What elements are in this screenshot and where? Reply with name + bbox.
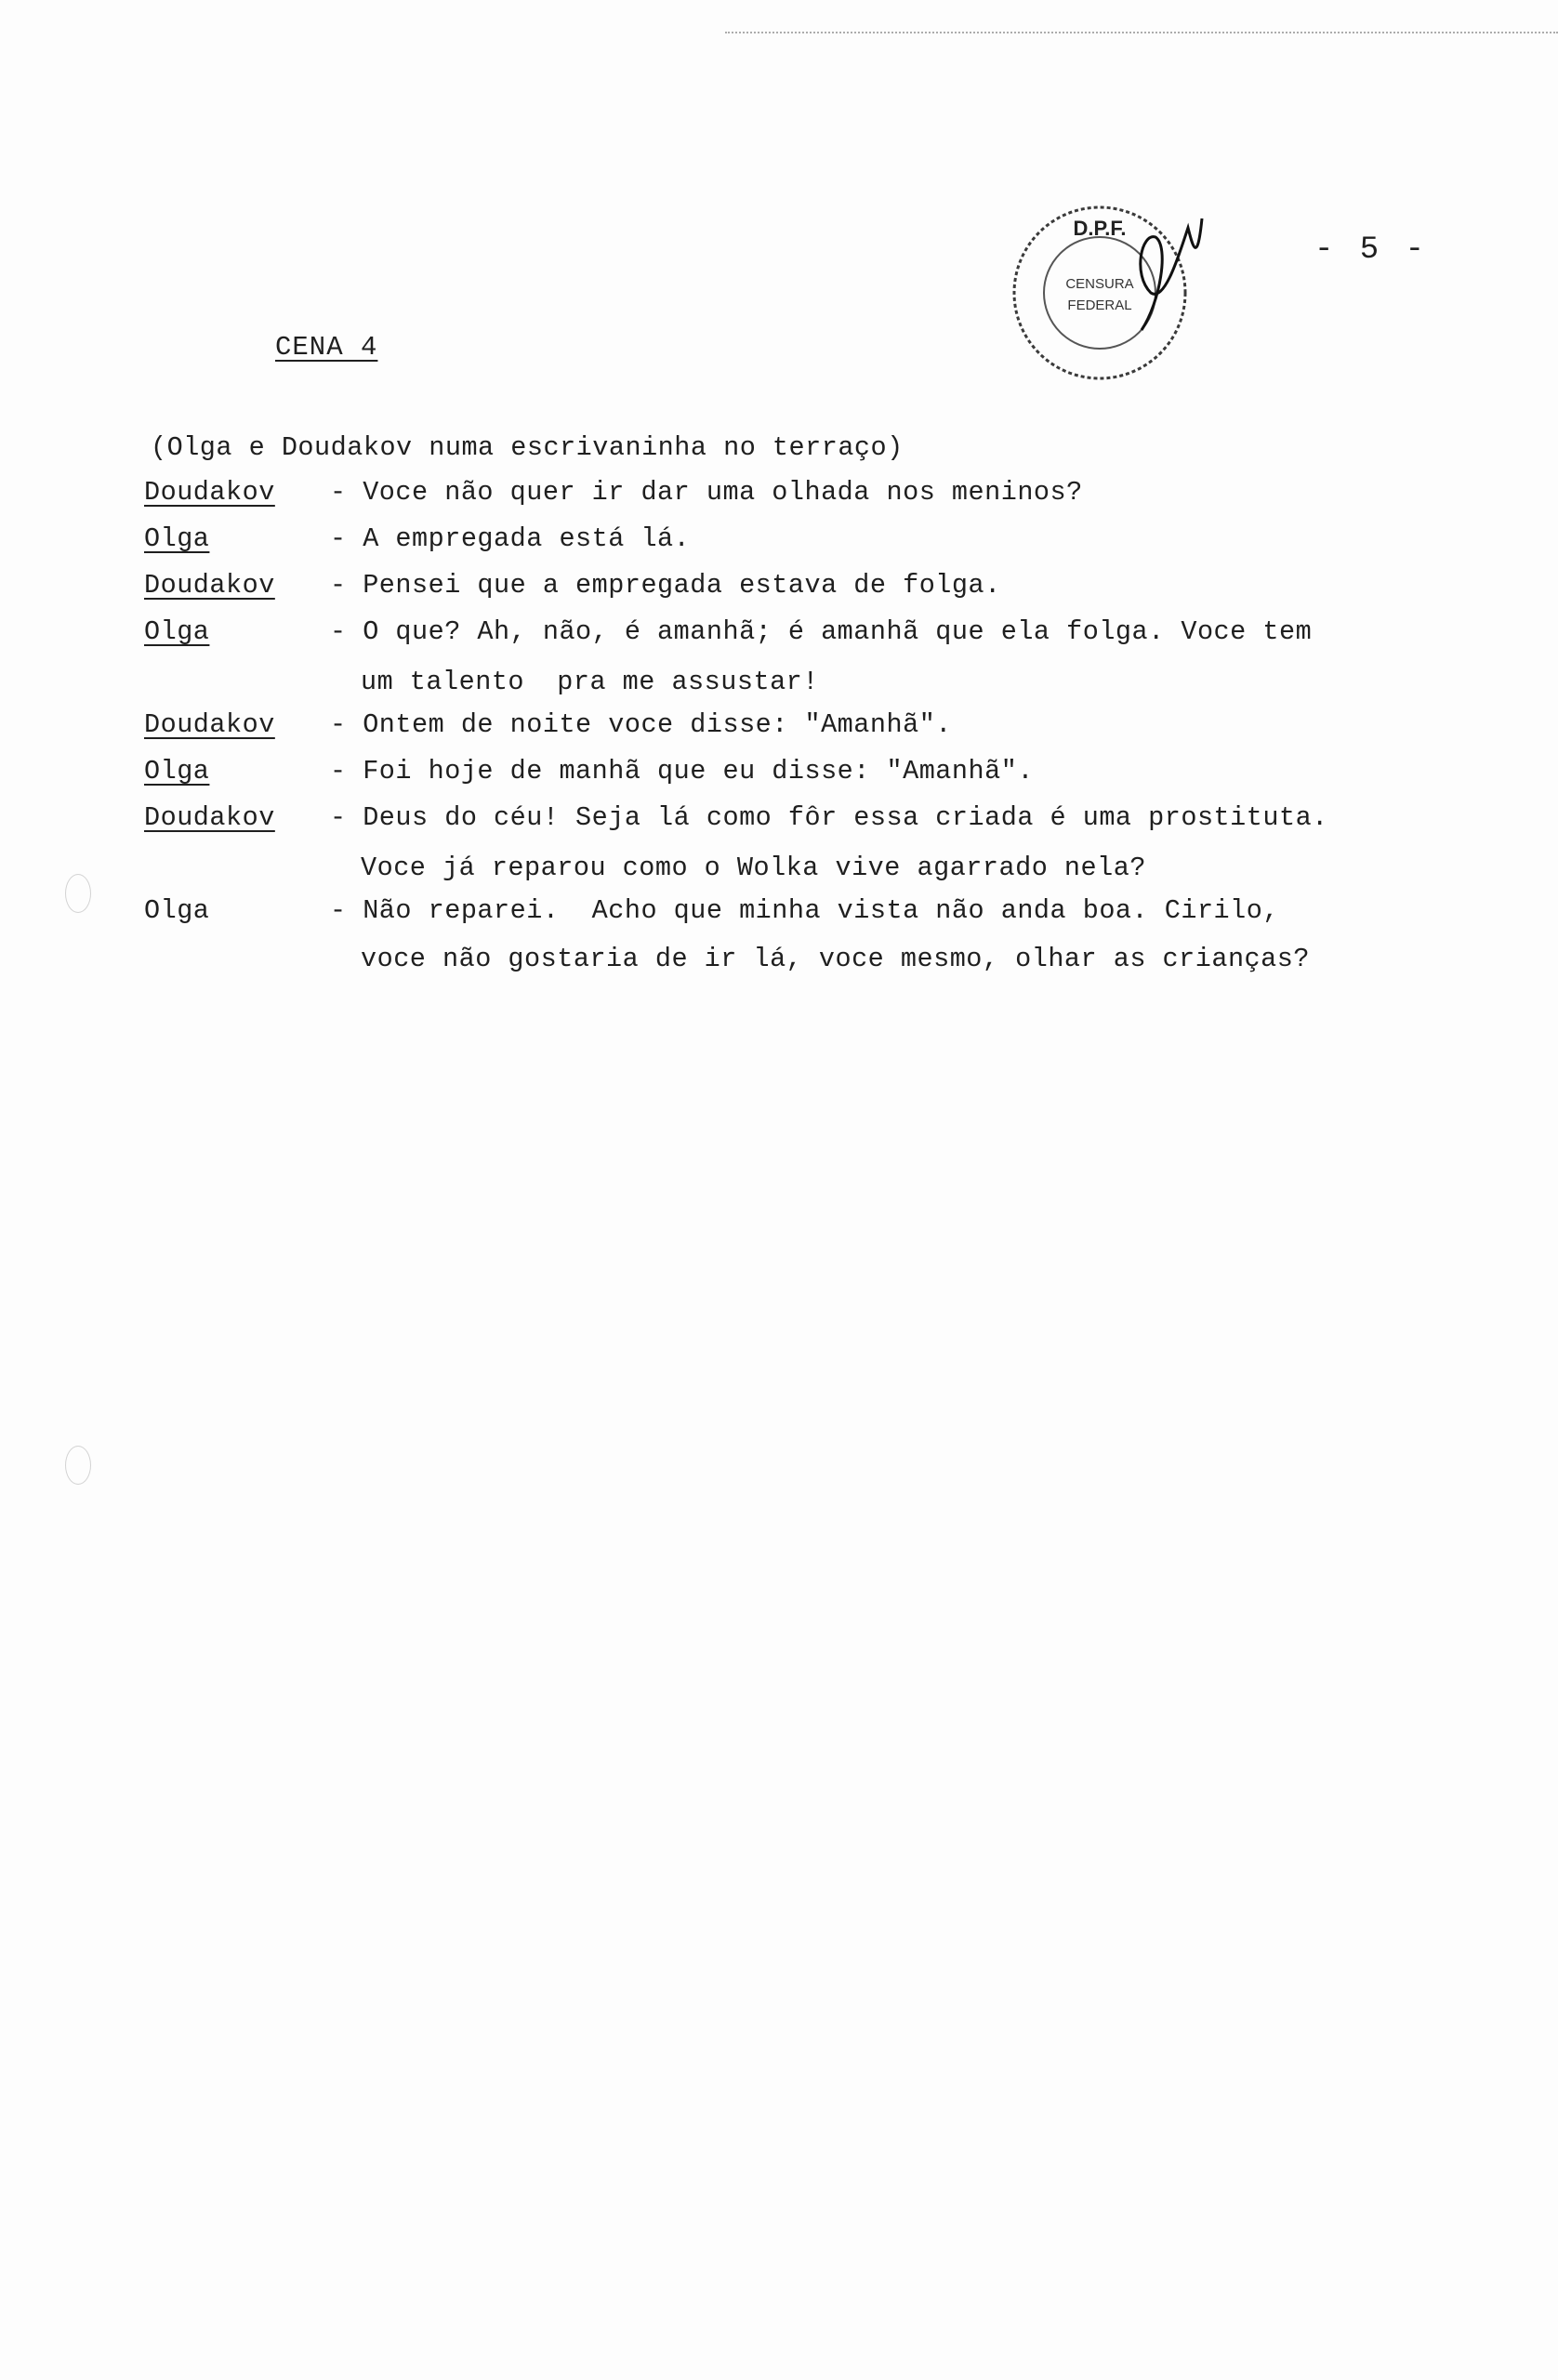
dialogue-line <box>144 609 1538 655</box>
dialogue-line <box>144 469 1538 516</box>
stamp-inner-text-1: CENSURA <box>1065 276 1134 292</box>
stage-direction: (Olga e Doudakov numa escrivaninha no terraço) <box>151 432 904 463</box>
speech-text: - Não reparei. Acho que minha vista não anda boa. Cirilo, <box>330 895 1279 926</box>
speaker-name: Olga <box>144 895 210 926</box>
speaker-name: Doudakov <box>144 570 275 601</box>
speaker-name: Doudakov <box>144 477 275 508</box>
speech-text-continuation: um talento pra me assustar! <box>361 667 819 697</box>
speech-text: - Deus do céu! Seja lá como fôr essa criada é uma prostituta. <box>330 802 1328 833</box>
scene-title: CENA 4 <box>275 332 378 363</box>
top-edge-rule <box>725 32 1558 33</box>
speaker-name: Doudakov <box>144 709 275 740</box>
stamp-ring-text: D.P.F. <box>1073 217 1127 240</box>
punch-hole-mark <box>65 1446 91 1485</box>
speech-text: - Ontem de noite voce disse: "Amanhã". <box>330 709 952 740</box>
speaker-name: Olga <box>144 756 210 787</box>
speaker-name: Olga <box>144 523 210 554</box>
dialogue-line <box>144 795 1538 841</box>
speech-text: - A empregada está lá. <box>330 523 691 554</box>
dialogue-line <box>144 888 1538 934</box>
speech-text-continuation: Voce já reparou como o Wolka vive agarrado nela? <box>361 853 1146 883</box>
speech-text-continuation: voce não gostaria de ir lá, voce mesmo, olhar as crianças? <box>361 944 1310 974</box>
speech-text: - Pensei que a empregada estava de folga. <box>330 570 1001 601</box>
dialogue-line <box>144 702 1538 748</box>
dialogue-line <box>144 516 1538 562</box>
signature-icon <box>1141 218 1202 330</box>
dialogue-line <box>144 562 1538 609</box>
speech-text: - O que? Ah, não, é amanhã; é amanhã que ela folga. Voce tem <box>330 616 1313 647</box>
dialogue-line <box>144 748 1538 795</box>
speaker-name: Doudakov <box>144 802 275 833</box>
speaker-name: Olga <box>144 616 210 647</box>
censorship-stamp-icon <box>1002 191 1207 395</box>
speech-text: - Foi hoje de manhã que eu disse: "Amanhã". <box>330 756 1034 787</box>
page-number: - 5 - <box>1314 232 1428 268</box>
speech-text: - Voce não quer ir dar uma olhada nos meninos? <box>330 477 1083 508</box>
stamp-inner-text-2: FEDERAL <box>1067 298 1132 313</box>
punch-hole-mark <box>65 874 91 913</box>
